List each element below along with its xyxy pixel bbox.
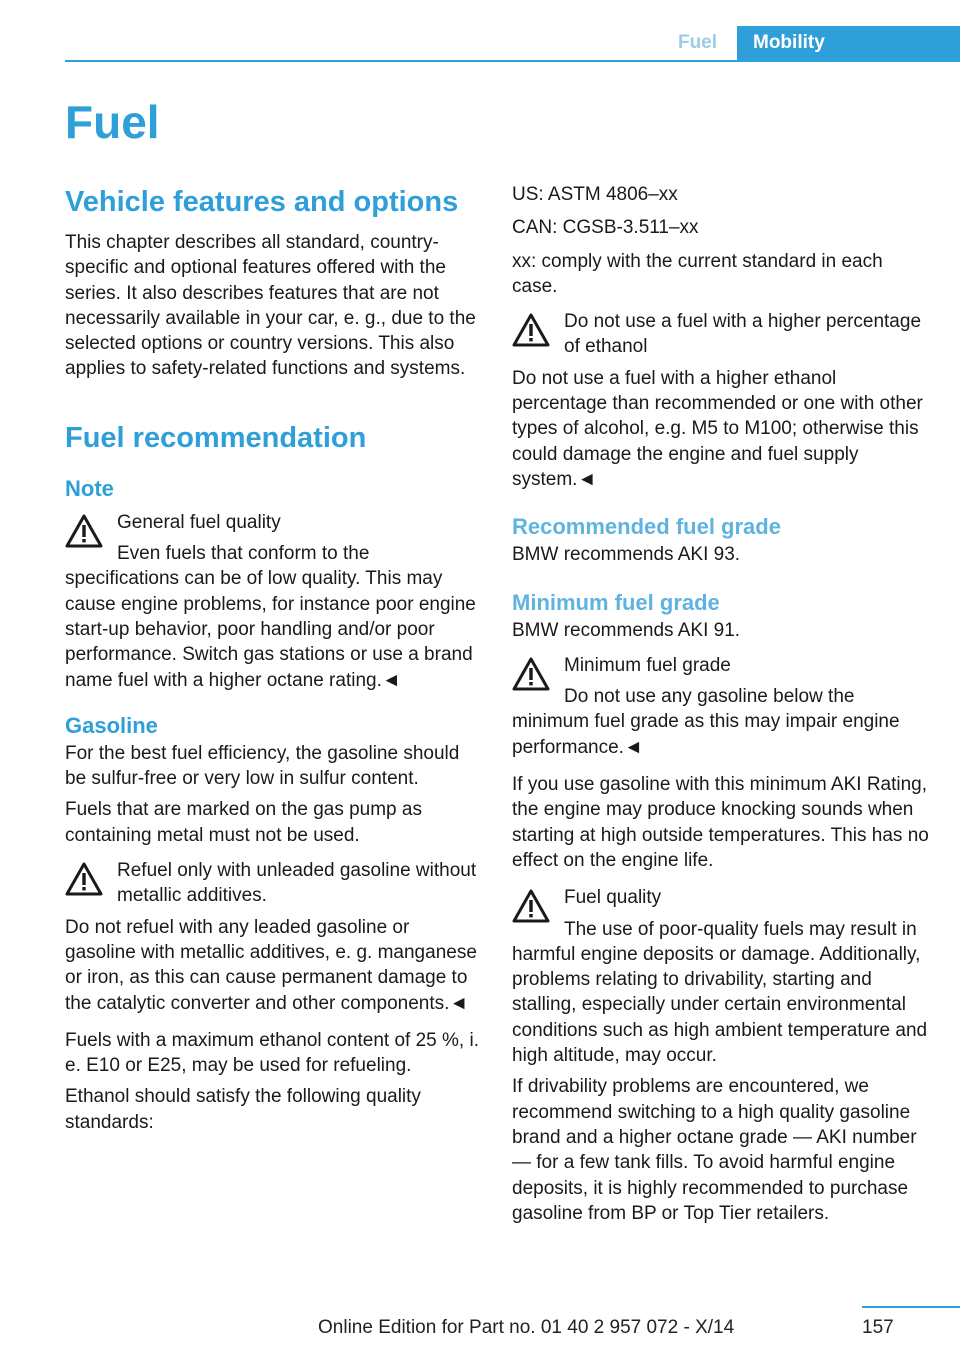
warning-title: Do not use a fuel with a higher percentage of ethanol bbox=[564, 311, 922, 358]
warning-triangle-icon bbox=[512, 657, 550, 691]
page-title: Fuel bbox=[65, 96, 160, 148]
vehicle-features-text: This chapter describes all standard, country-specific and optional features offered with the series. It also describes features that are not necessarily available in your car, e. g., due to the selected options or country versions. This also applies to safety-related functions and systems. bbox=[65, 232, 476, 380]
warning-general-fuel-quality bbox=[65, 510, 479, 693]
gasoline-paragraph: Fuels with a maximum ethanol content of 25 %, i. e. E10 or E25, may be used for refueling. bbox=[65, 1029, 479, 1077]
warning-triangle-icon bbox=[65, 862, 103, 896]
footer-rule bbox=[862, 1306, 960, 1308]
ethanol-standard: CAN: CGSB-3.511–xx bbox=[512, 217, 699, 239]
vehicle-features-heading: Vehicle features and options bbox=[65, 186, 459, 218]
drivability-paragraph: If drivability problems are encountered, we recommend switching to a high quality gasoline brand and a higher octane grade — AKI number — for a few tank fills. To avoid harmful engine deposits, it is highly recommended to purchase gasoline from BP or Top Tier retailers. bbox=[512, 1076, 917, 1224]
header-chapter-tab[interactable]: Mobility bbox=[737, 26, 960, 62]
header-rule bbox=[65, 60, 960, 62]
ethanol-standard-note: xx: comply with the current standard in each case. bbox=[512, 250, 883, 297]
warning-higher-ethanol bbox=[512, 309, 930, 360]
recommended-grade-heading: Recommended fuel grade bbox=[512, 514, 781, 540]
page-number: 157 bbox=[862, 1317, 894, 1338]
warning-text: Do not use any gasoline below the minimum fuel grade as this may impair engine performance.◄ bbox=[512, 686, 900, 758]
recommended-grade-text: BMW recommends AKI 93. bbox=[512, 544, 741, 566]
warning-text: The use of poor-quality fuels may result in harmful engine deposits or damage. Additionally, problems relating to drivability, starting and stalling, especially under certain environmental conditions such as high ambient temperature and high altitude, may occur. bbox=[512, 918, 928, 1067]
left-column bbox=[65, 180, 479, 1135]
minimum-grade-heading: Minimum fuel grade bbox=[512, 589, 720, 615]
gasoline-heading: Gasoline bbox=[65, 712, 158, 738]
aki-paragraph: If you use gasoline with this minimum AKI Rating, the engine may produce knocking sounds when starting at high outside temperatures. This has no effect on the engine life. bbox=[512, 774, 929, 871]
warning-minimum-grade bbox=[512, 653, 930, 760]
gasoline-paragraph: Do not refuel with any leaded gasoline or gasoline with metallic additives, e. g. manganese or iron, as this can cause permanent damage to the catalytic converter and other components.◄ bbox=[65, 916, 477, 1014]
minimum-grade-text: BMW recommends AKI 91. bbox=[512, 619, 741, 641]
warning-triangle-icon bbox=[65, 514, 103, 548]
warning-triangle-icon bbox=[512, 313, 550, 347]
edition-note: Online Edition for Part no. 01 40 2 957 072 - X/14 bbox=[318, 1317, 735, 1338]
warning-title: Minimum fuel grade bbox=[564, 654, 731, 676]
warning-unleaded-only bbox=[65, 858, 479, 909]
ethanol-paragraph: Do not use a fuel with a higher ethanol percentage than recommended or one with other types of alcohol, e.g. M5 to M100; otherwise this could damage the engine and fuel supply system.◄ bbox=[512, 367, 923, 490]
gasoline-paragraph: Fuels that are marked on the gas pump as containing metal must not be used. bbox=[65, 799, 422, 846]
right-column bbox=[512, 182, 930, 1226]
warning-triangle-icon bbox=[512, 889, 550, 923]
warning-title: Refuel only with unleaded gasoline without metallic additives. bbox=[117, 860, 477, 907]
warning-title: Fuel quality bbox=[564, 887, 662, 909]
fuel-recommendation-heading: Fuel recommendation bbox=[65, 421, 367, 454]
warning-fuel-quality bbox=[512, 885, 930, 1068]
note-heading: Note bbox=[65, 475, 114, 501]
warning-title: General fuel quality bbox=[117, 511, 281, 533]
gasoline-paragraph: Ethanol should satisfy the following quality standards: bbox=[65, 1086, 421, 1133]
ethanol-standard: US: ASTM 4806–xx bbox=[512, 184, 678, 205]
gasoline-paragraph: For the best fuel efficiency, the gasoline should be sulfur-free or very low in sulfur content. bbox=[65, 742, 460, 790]
header-section-tab[interactable]: Fuel bbox=[677, 32, 718, 53]
warning-text: Even fuels that conform to the specifications can be of low quality. This may cause engine problems, for instance poor engine start-up behavior, poor handling and/or poor performance. Switch gas stations or use a brand name fuel with a higher octane rating.◄ bbox=[65, 543, 476, 691]
